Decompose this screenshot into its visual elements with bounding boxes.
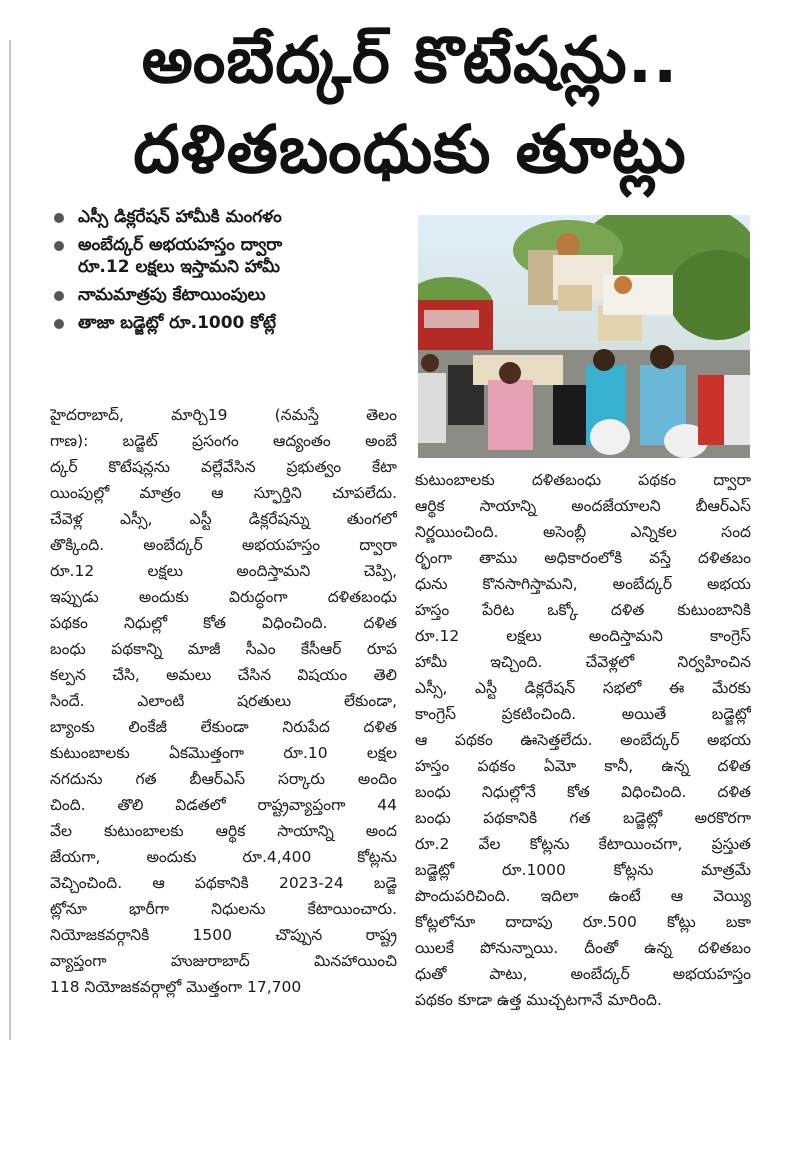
article-line: హస్తం పథకం ఏమో కానీ, ఉన్న దళిత xyxy=(415,757,751,775)
highlight-item xyxy=(52,312,404,334)
article-line: నియోజకవర్గానికి 1500 చొప్పున రాష్ట్ర xyxy=(50,926,397,944)
article-line: రూ.12 లక్షలు అందిస్తామని చెప్పి, xyxy=(50,562,397,580)
article-line: తొక్కింది. అంబేద్కర్ అభయహస్తం ద్వారా xyxy=(50,536,397,554)
article-column-right xyxy=(415,467,751,1013)
protest-photo-image xyxy=(418,215,750,458)
article-line: పథకం కూడా ఉత్త ముచ్చటగానే మారింది. xyxy=(415,991,662,1009)
article-line: చేవెళ్ల ఎస్సీ, ఎస్టీ డిక్లరేషన్ను తుంగలో xyxy=(50,510,397,528)
highlight-text: అంబేద్కర్ అభయహస్తం ద్వారా xyxy=(78,235,283,255)
article-line: కల్పన చేసి, అమలు చేసిన విషయం తెలి xyxy=(50,666,397,684)
article-line: పొందుపరిచింది. ఇదిలా ఉంటే ఆ వెయ్యి xyxy=(415,887,751,905)
article-line: వెచ్చించింది. ఆ పథకానికి 2023-24 బడ్జె xyxy=(50,874,397,892)
article-line: చింది. తొలి విడతలో రాష్ట్రవ్యాప్తంగా 44 xyxy=(50,796,397,814)
highlight-text: తాజా బడ్జెట్లో రూ.1000 కోట్లే xyxy=(78,313,277,333)
article-line: యిలకే పోనున్నాయి. దీంతో ఉన్న దళితబం xyxy=(415,939,751,957)
article-line: జేయగా, అందుకు రూ.4,400 కోట్లను xyxy=(50,848,397,866)
article-line: ద్కర్ కొటేషన్లను వల్లేవేసిన ప్రభుత్వం కేటా xyxy=(50,458,397,476)
article-line: బంధు నిధుల్లోనే కోత విధించింది. దళిత xyxy=(415,783,751,801)
article-column-left xyxy=(50,402,397,1000)
highlight-item xyxy=(52,206,404,228)
protest-photo xyxy=(418,215,750,458)
highlight-text: ఎస్సీ డిక్లరేషన్ హామీకి మంగళం xyxy=(78,207,282,227)
highlight-item xyxy=(52,284,404,306)
highlights-list xyxy=(52,206,404,340)
article-line: బ్యాంకు లింకేజీ లేకుండా నిరుపేద దళిత xyxy=(50,718,397,736)
article-line: ఆ పథకం ఊసెత్తలేదు. అంబేద్కర్ అభయ xyxy=(415,731,751,749)
article-line: గాణ): బడ్జెట్ ప్రసంగం ఆద్యంతం అంబే xyxy=(50,432,397,450)
article-line: హైదరాబాద్, మార్చి19 (నమస్తే తెలం xyxy=(50,406,397,424)
article-line: నగదును గత బీఆర్ఎస్ సర్కారు అందిం xyxy=(50,770,397,788)
highlight-text: నామమాత్రపు కేటాయింపులు xyxy=(78,285,266,305)
article-line: 118 నియోజకవర్గాల్లో మొత్తంగా 17,700 xyxy=(50,978,302,996)
column-rule xyxy=(9,40,11,1040)
article-line: నిర్ణయించింది. అసెంబ్లీ ఎన్నికల సంద xyxy=(415,523,751,541)
article-line: ఆర్థిక సాయాన్ని అందజేయాలని బీఆర్ఎస్ xyxy=(415,497,751,515)
article-line: ఎస్సీ, ఎస్టీ డిక్లరేషన్ సభలో ఈ మేరకు xyxy=(415,679,751,697)
article-line: బంధు పథకానికి గత బడ్జెట్లో అరకొరగా xyxy=(415,809,751,827)
article-line: కుటుంబాలకు ఏకమొత్తంగా రూ.10 లక్షల xyxy=(50,744,397,762)
highlight-text: రూ.12 లక్షలు ఇస్తామని హామీ xyxy=(78,257,281,277)
article-line: సిందే. ఎలాంటి షరతులు లేకుండా, xyxy=(50,692,397,710)
article-line: రూ.2 వేల కోట్లను కేటాయించగా, ప్రస్తుత xyxy=(415,835,751,853)
article-line: ర్భంగా తాము అధికారంలోకి వస్తే దళితబం xyxy=(415,549,751,567)
article-line: వేల కుటుంబాలకు ఆర్థిక సాయాన్ని అంద xyxy=(50,822,397,840)
article-line: బడ్జెట్లో రూ.1000 కోట్లను మాత్రమే xyxy=(415,861,751,879)
article-line: బంధు పథకాన్ని మాజీ సీఎం కేసీఆర్ రూప xyxy=(50,640,397,658)
article-line: ట్లోనూ భారీగా నిధులను కేటాయించారు. xyxy=(50,900,397,918)
article-line: ధును కొనసాగిస్తామని, అంబేద్కర్ అభయ xyxy=(415,575,751,593)
article-line: యింపుల్లో మాత్రం ఆ స్ఫూర్తిని చూపలేదు. xyxy=(50,484,397,502)
article-line: హస్తం పేరిట ఒక్కో దళిత కుటుంబానికి xyxy=(415,601,751,619)
article-line: కాంగ్రెస్ ప్రకటించింది. అయితే బడ్జెట్లో xyxy=(415,705,751,723)
article-line: పథకం నిధుల్లో కోత విధించింది. దళిత xyxy=(50,614,397,632)
headline-line-2: దళితబంధుకు తూట్లు xyxy=(133,111,687,188)
article-line: ఇప్పుడు అందుకు విరుద్ధంగా దళితబంధు xyxy=(50,588,397,606)
article-line: కుటుంబాలకు దళితబంధు పథకం ద్వారా xyxy=(415,471,751,489)
article-line: హామీ ఇచ్చింది. చేవెళ్లలో నిర్వహించిన xyxy=(415,653,751,671)
article-line: వ్యాప్తంగా హుజురాబాద్ మినహాయించి xyxy=(50,952,397,970)
highlight-item xyxy=(52,234,404,278)
article-line: కోట్లలోనూ దాదాపు రూ.500 కోట్లు బకా xyxy=(415,913,751,931)
article-line: ధుతో పాటు, అంబేద్కర్ అభయహస్తం xyxy=(415,965,751,983)
article-line: రూ.12 లక్షలు అందిస్తామని కాంగ్రెస్ xyxy=(415,627,751,645)
headline-line-1: అంబేద్కర్ కొటేషన్లు.. xyxy=(141,24,679,98)
